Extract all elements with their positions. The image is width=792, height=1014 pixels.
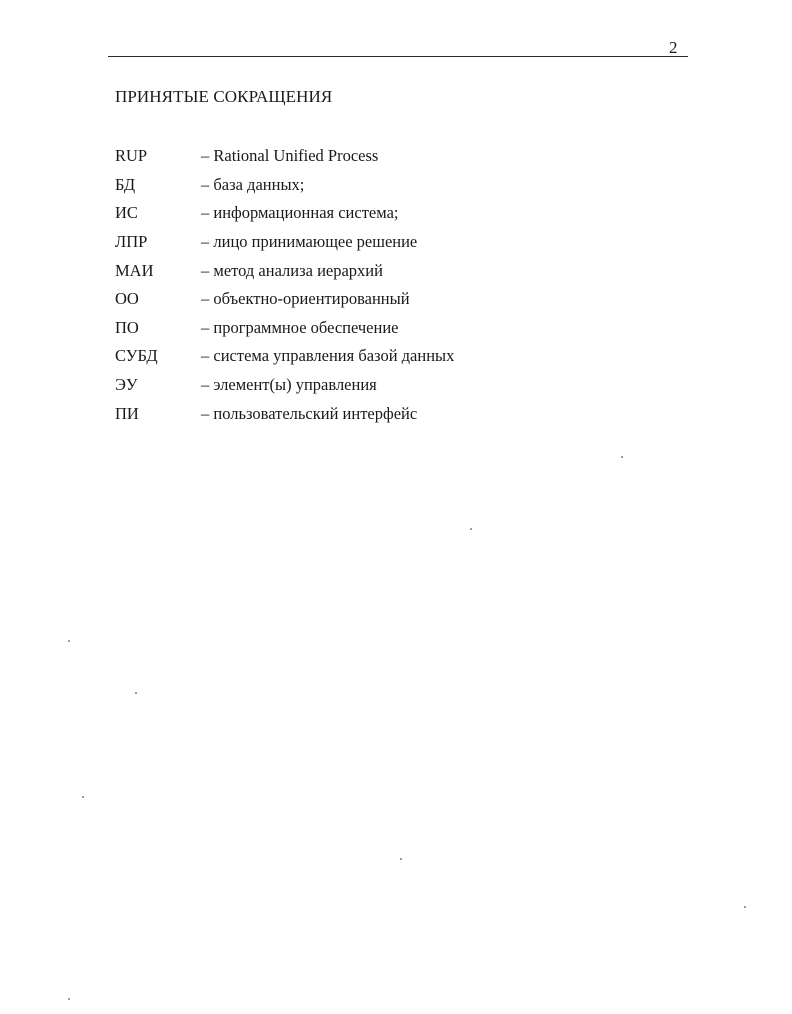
abbreviation-definition: – база данных;: [201, 174, 305, 194]
scan-speck: [135, 692, 137, 694]
abbreviation-term: ЭУ: [115, 375, 138, 395]
page-number: 2: [669, 38, 678, 57]
scan-speck: [82, 796, 84, 798]
abbreviation-row: [115, 199, 535, 228]
abbreviation-term: RUP: [115, 146, 148, 166]
abbreviation-term: МАИ: [115, 260, 154, 280]
header-rule: [108, 56, 688, 57]
scan-speck: [68, 998, 70, 1000]
abbreviation-row: [115, 399, 535, 428]
abbreviation-definition: – элемент(ы) управления: [201, 375, 377, 395]
abbreviation-row: [115, 256, 535, 285]
abbreviation-definition: – программное обеспечение: [201, 317, 399, 337]
abbreviation-row: [115, 171, 535, 200]
abbreviation-row: [115, 314, 535, 343]
abbreviation-term: ОО: [115, 289, 139, 309]
abbreviation-row: [115, 142, 535, 171]
abbreviation-term: СУБД: [115, 346, 158, 366]
abbreviation-term: ПИ: [115, 403, 139, 423]
scan-speck: [744, 906, 746, 908]
abbreviation-term: ИС: [115, 203, 138, 223]
abbreviation-row: [115, 371, 535, 400]
scan-speck: [470, 528, 472, 530]
abbreviation-definition: – информационная система;: [201, 203, 399, 223]
scan-speck: [621, 456, 623, 458]
abbreviation-row: [115, 228, 535, 257]
abbreviation-term: ПО: [115, 317, 139, 337]
page-title: ПРИНЯТЫЕ СОКРАЩЕНИЯ: [115, 87, 333, 106]
abbreviation-definition: – пользовательский интерфейс: [201, 403, 418, 423]
abbreviation-definition: – лицо принимающее решение: [201, 232, 418, 252]
abbreviation-row: [115, 285, 535, 314]
scan-speck: [400, 858, 402, 860]
abbreviation-term: ЛПР: [115, 232, 148, 252]
abbreviation-term: БД: [115, 174, 136, 194]
abbreviation-list: [115, 142, 535, 428]
scan-speck: [68, 640, 70, 642]
abbreviation-definition: – метод анализа иерархий: [201, 260, 383, 280]
abbreviation-definition: – объектно-ориентированный: [201, 289, 410, 309]
abbreviation-row: [115, 342, 535, 371]
abbreviation-definition: – система управления базой данных: [201, 346, 455, 366]
abbreviation-definition: – Rational Unified Process: [201, 146, 379, 166]
